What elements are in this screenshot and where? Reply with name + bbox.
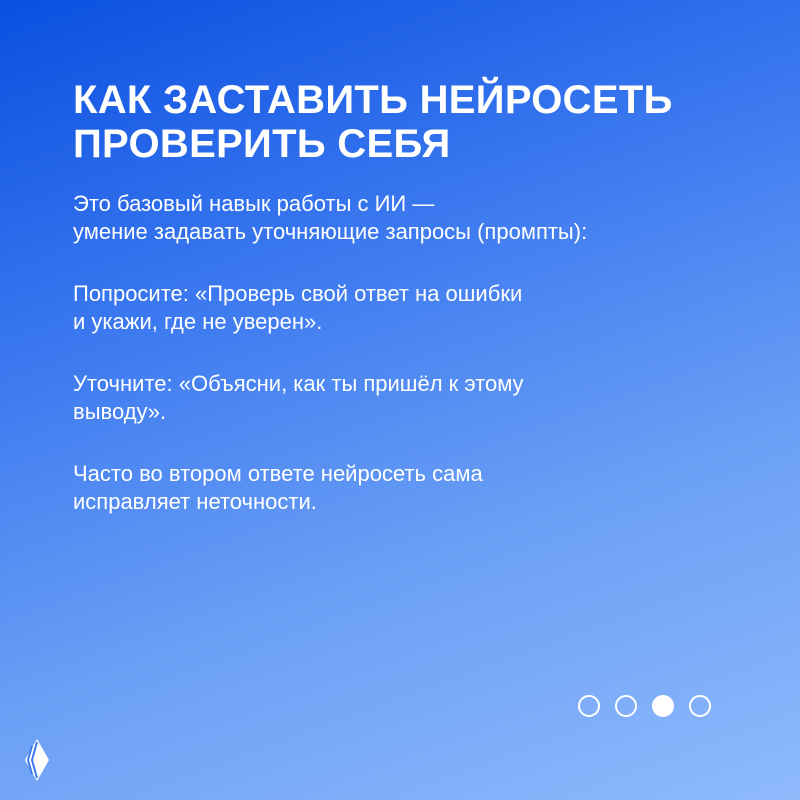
paragraph-line: Уточните: «Объясни, как ты пришёл к этому <box>73 371 524 396</box>
paragraph-line: Это базовый навык работы с ИИ — <box>73 191 435 216</box>
paragraph-line: Попросите: «Проверь свой ответ на ошибки <box>73 281 523 306</box>
paragraph-line: выводу». <box>73 399 167 424</box>
title-line-1: КАК ЗАСТАВИТЬ НЕЙРОСЕТЬ <box>73 78 673 122</box>
slide-title <box>73 78 753 166</box>
pagination-dot-2[interactable] <box>615 695 637 717</box>
pagination-dot-1[interactable] <box>578 695 600 717</box>
pagination-dots <box>578 695 711 717</box>
paragraph-line: и укажи, где не уверен». <box>73 309 323 334</box>
paragraph-clarify <box>73 370 753 426</box>
pagination-dot-4[interactable] <box>689 695 711 717</box>
paragraph-intro <box>73 190 753 246</box>
paragraph-line: умение задавать уточняющие запросы (промпты): <box>73 219 588 244</box>
title-line-2: ПРОВЕРИТЬ СЕБЯ <box>73 122 451 166</box>
paragraph-conclusion <box>73 460 753 516</box>
pagination-dot-3[interactable] <box>652 695 674 717</box>
paragraph-line: Часто во втором ответе нейросеть сама <box>73 461 483 486</box>
paragraph-line: исправляет неточности. <box>73 489 317 514</box>
paragraph-ask <box>73 280 753 336</box>
diamond-logo-icon <box>24 738 50 782</box>
slide-body <box>73 190 753 550</box>
